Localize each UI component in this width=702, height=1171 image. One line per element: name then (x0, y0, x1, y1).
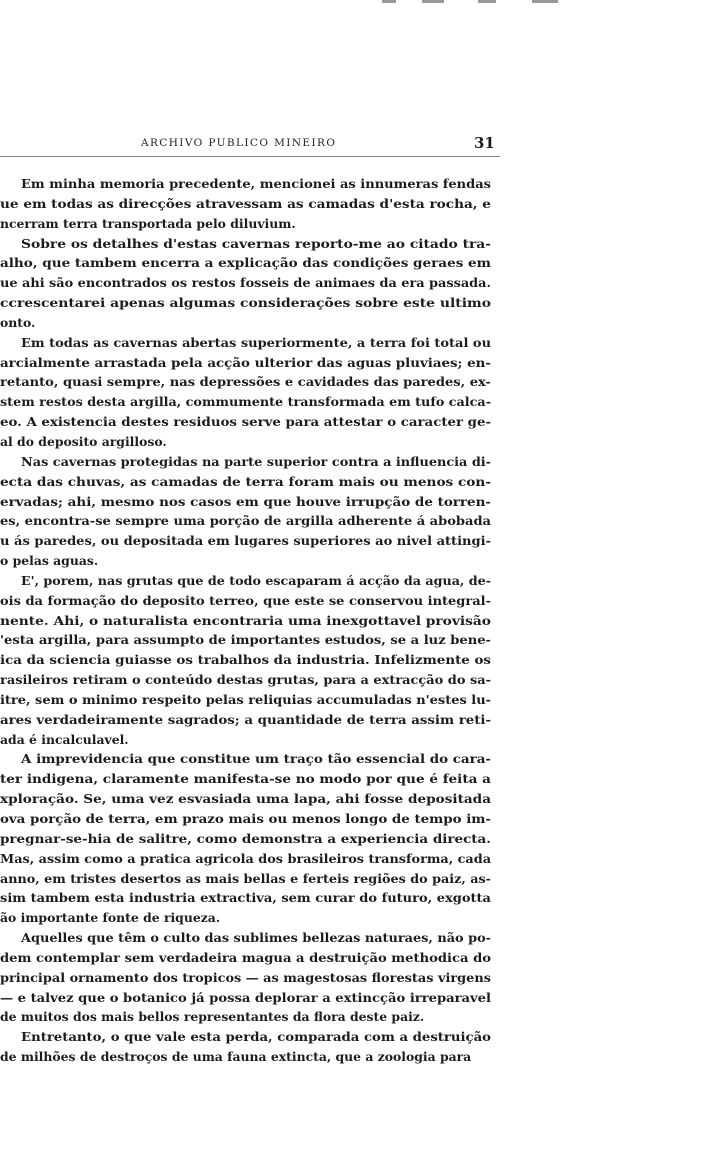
text-line-content: ervadas; ahi, mesmo nos casos em que houve irrupção de torren- (0, 493, 491, 509)
text-line-content: de muitos dos mais bellos representantes da flora deste paiz. (0, 1009, 425, 1025)
text-line (0, 492, 502, 512)
text-line-content: ue ahi são encontrados os restos fosseis de animaes da era passada. (0, 275, 491, 291)
text-line (0, 928, 502, 948)
text-line (0, 630, 502, 650)
text-line (0, 511, 502, 531)
text-line (0, 849, 502, 869)
text-line-content: Entretanto, o que vale esta perda, comparada com a destruição (21, 1029, 492, 1045)
text-line (0, 273, 502, 293)
text-line-content: o pelas aguas. (0, 553, 99, 569)
body-text (0, 174, 502, 1067)
text-line-content: nente. Ahi, o naturalista encontraria uma inexgottavel provisão (0, 612, 491, 628)
text-line (0, 769, 502, 789)
text-line-content: xploração. Se, uma vez esvasiada uma lapa, ahi fosse depositada (0, 791, 492, 807)
text-line-content: u ás paredes, ou depositada em lugares superiores ao nivel attingi- (0, 533, 492, 549)
text-line (0, 789, 502, 809)
scan-edge-marks (382, 0, 562, 6)
text-line (0, 293, 502, 313)
text-line (0, 690, 502, 710)
page-header (0, 134, 502, 153)
text-line (0, 869, 502, 889)
text-line (0, 432, 502, 452)
text-line (0, 968, 502, 988)
text-line-content: anno, em tristes desertos as mais bellas e ferteis regiões do paiz, as- (0, 870, 491, 886)
text-line (0, 1007, 502, 1027)
text-line-content: ter indigena, claramente manifesta-se no modo por que é feita a (0, 771, 491, 787)
text-line (0, 392, 502, 412)
text-line-content: ada é incalculavel. (0, 731, 129, 747)
text-line (0, 333, 502, 353)
text-line-content: rasileiros retiram o conteúdo destas grutas, para a extracção do sa- (0, 672, 492, 688)
text-line (0, 908, 502, 928)
text-line-content: A imprevidencia que constitue um traço tão essencial do cara- (21, 751, 491, 767)
text-line-content: principal ornamento dos tropicos — as magestosas florestas virgens (0, 969, 492, 985)
text-line (0, 670, 502, 690)
text-line-content: ão importante fonte de riqueza. (0, 910, 221, 926)
text-line-content: Em minha memoria precedente, mencionei as innumeras fendas (21, 176, 492, 191)
text-line (0, 988, 502, 1008)
text-line-content: E', porem, nas grutas que de todo escaparam á acção da agua, de- (21, 572, 491, 588)
text-line-content: onto. (0, 314, 36, 330)
running-title: ARCHIVO PUBLICO MINEIRO (141, 137, 337, 149)
text-line (0, 650, 502, 670)
text-line-content: arcialmente arrastada pela acção ulterior das aguas pluviaes; en- (0, 354, 491, 370)
text-line-content: pregnar-se-hia de salitre, como demonstra a experiencia directa. (0, 830, 491, 846)
text-line (0, 611, 502, 631)
text-line (0, 353, 502, 373)
text-line-content: 'esta argilla, para assumpto de importantes estudos, se a luz bene- (0, 632, 491, 648)
text-line (0, 253, 502, 273)
text-line (0, 710, 502, 730)
text-line-content: ica da sciencia guiasse os trabalhos da industria. Infelizmente os (0, 652, 491, 668)
page-number: 31 (474, 134, 495, 152)
text-line (0, 174, 502, 194)
text-line-content: retanto, quasi sempre, nas depressões e cavidades das paredes, ex- (0, 374, 491, 390)
header-rule (0, 156, 500, 157)
text-line (0, 948, 502, 968)
text-line (0, 234, 502, 254)
text-line-content: itre, sem o minimo respeito pelas reliquias accumuladas n'estes lu- (0, 691, 492, 707)
text-line-content: — e talvez que o botanico já possa deplorar a extincção irreparavel (0, 989, 492, 1005)
text-line-content: ecta das chuvas, as camadas de terra foram mais ou menos con- (0, 473, 492, 489)
text-line-content: ois da formação do deposito terreo, que este se conservou integral- (0, 592, 492, 608)
text-line-content: Nas cavernas protegidas na parte superior contra a influencia di- (21, 453, 492, 469)
text-line (0, 730, 502, 750)
text-line-content: alho, que tambem encerra a explicação das condições geraes em (0, 255, 492, 271)
text-line (0, 313, 502, 333)
text-line-content: Sobre os detalhes d'estas cavernas reporto-me ao citado tra- (21, 235, 491, 251)
text-line-content: eo. A existencia destes residuos serve para attestar o caracter ge- (0, 414, 491, 430)
text-line (0, 571, 502, 591)
text-line (0, 372, 502, 392)
text-line-content: ue em todas as direcções atravessam as camadas d'esta rocha, e (0, 195, 491, 211)
text-line-content: Aquelles que têm o culto das sublimes bellezas naturaes, não po- (21, 930, 491, 946)
text-line-content: ccrescentarei apenas algumas considerações sobre este ultimo (0, 295, 491, 311)
text-line-content: Em todas as cavernas abertas superiormente, a terra foi total ou (21, 334, 492, 350)
text-line-content: sim tambem esta industria extractiva, sem curar do futuro, exgotta (0, 890, 491, 906)
text-line (0, 749, 502, 769)
text-line (0, 214, 502, 234)
text-line (0, 551, 502, 571)
text-line (0, 888, 502, 908)
text-line-content: stem restos desta argilla, commumente transformada em tufo calca- (0, 394, 492, 410)
text-line (0, 591, 502, 611)
text-line-content: es, encontra-se sempre uma porção de argilla adherente á abobada (0, 513, 491, 529)
text-line-content: ncerram terra transportada pelo diluvium. (0, 215, 296, 231)
text-line (0, 829, 502, 849)
text-line (0, 472, 502, 492)
text-line-content: al do deposito argilloso. (0, 433, 167, 449)
text-line (0, 194, 502, 214)
text-line-content: de milhões de destroços de uma fauna extincta, que a zoologia para (0, 1049, 472, 1065)
text-line-content: dem contemplar sem verdadeira magua a destruição methodica do (0, 949, 492, 965)
text-line-content: Mas, assim como a pratica agricola dos brasileiros transforma, cada (0, 850, 492, 866)
text-line (0, 1027, 502, 1047)
text-line (0, 531, 502, 551)
text-line (0, 1047, 502, 1067)
text-line (0, 809, 502, 829)
text-line-content: ova porção de terra, em prazo mais ou menos longo de tempo im- (0, 811, 491, 826)
text-line-content: ares verdadeiramente sagrados; a quantidade de terra assim reti- (0, 711, 492, 727)
text-line (0, 452, 502, 472)
text-line (0, 412, 502, 432)
